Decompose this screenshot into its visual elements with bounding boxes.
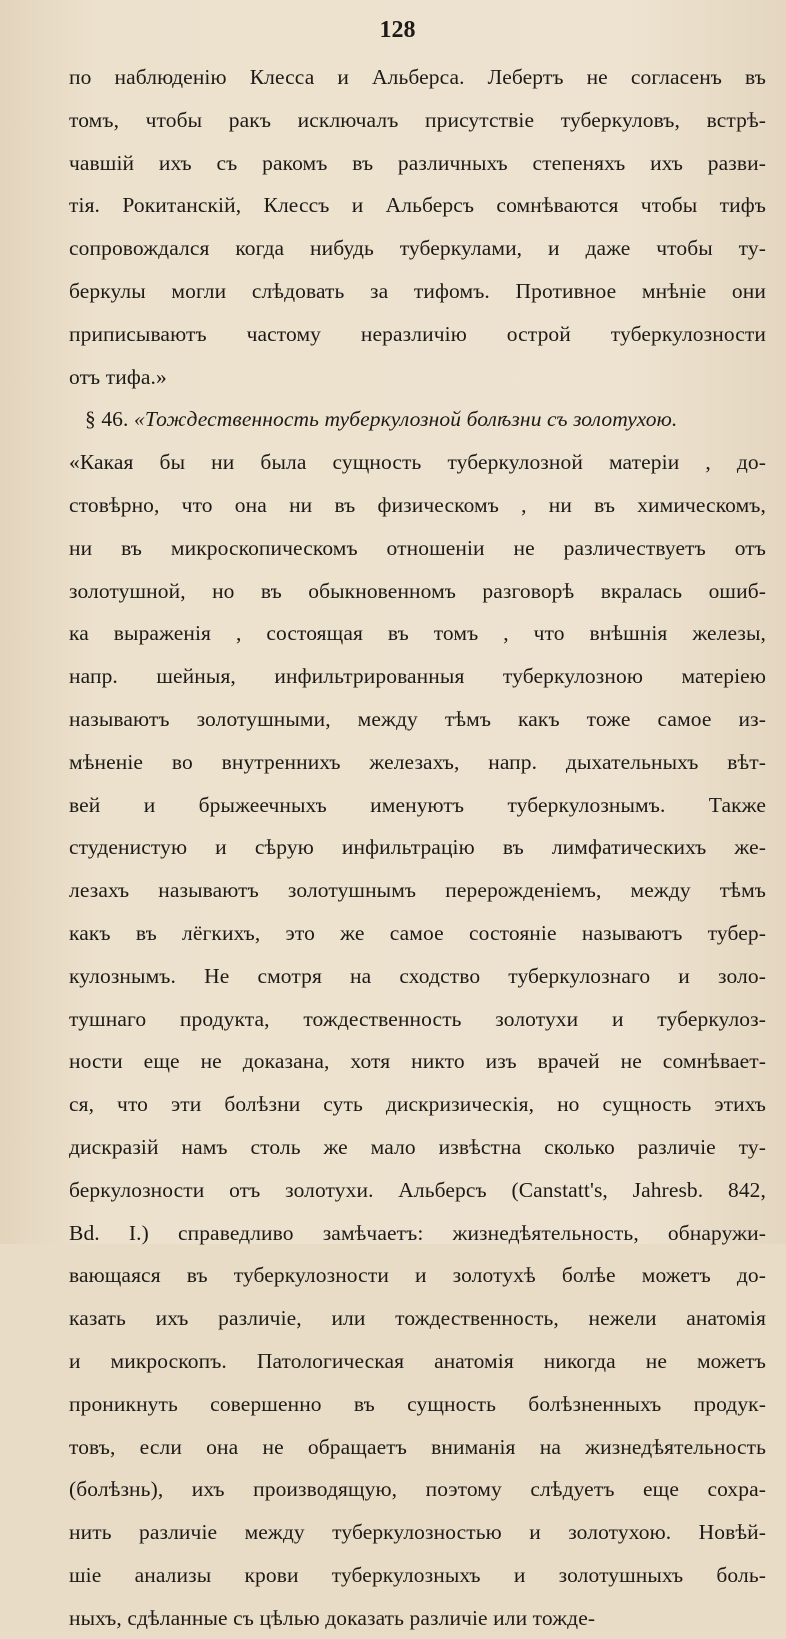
text-line: ныхъ, сдѣланные съ цѣлью доказать различіе или тожде- [69,1605,596,1630]
text-line: «Какая бы ни была сущность туберкулозной матеріи , до- [69,450,766,475]
text-line: ни въ микроскопическомъ отношеніи не различествуетъ отъ [69,535,766,560]
text-line: лезахъ называютъ золотушнымъ перерожденіемъ, между тѣмъ [69,878,766,903]
paragraph-continuation [69,56,766,398]
text-line: нить различіе между туберкулозностью и золотухою. Новѣй- [69,1520,766,1545]
text-line: чавшій ихъ съ ракомъ въ различныхъ степеняхъ ихъ разви- [69,150,766,175]
text-line: приписываютъ частому неразличію острой туберкулозности [69,321,766,346]
text-line: шіе анализы крови туберкулозныхъ и золотушныхъ боль- [69,1562,766,1587]
text-line: томъ, чтобы ракъ исключалъ присутствіе туберкуловъ, встрѣ- [69,107,766,132]
text-line: тія. Рокитанскій, Клессъ и Альберсъ сомнѣваются чтобы тифъ [69,193,766,218]
text-line: по наблюденію Клесса и Альберса. Лебертъ не согласенъ въ [69,65,766,89]
section-number: § 46. [85,407,129,432]
text-line: стовѣрно, что она ни въ физическомъ , ни въ химическомъ, [69,492,766,517]
text-line: проникнуть совершенно въ сущность болѣзненныхъ продук- [69,1391,766,1416]
page-number: 128 [379,17,416,43]
text-line: напр. шейныя, инфильтрированныя туберкулозною матеріею [69,664,766,689]
text-line: вающаяся въ туберкулозности и золотухѣ болѣе можетъ до- [69,1263,766,1288]
text-line: отъ тифа.» [69,364,167,389]
text-line: дискразій намъ столь же мало извѣстна сколько различіе ту- [69,1134,766,1159]
text-line: ности еще не доказана, хотя никто изъ врачей не сомнѣвает- [69,1049,766,1074]
text-line: золотушной, но въ обыкновенномъ разговорѣ вкралась ошиб- [69,578,766,603]
text-line: беркулозности отъ золотухи. Альберсъ (Canstatt's, Jahresb. 842, [69,1177,766,1202]
text-line: ка выраженія , состоящая въ томъ , что внѣшнія железы, [69,621,766,646]
paragraph-quote [69,441,766,1639]
text-line: кулознымъ. Не смотря на сходство туберкулознаго и золо- [69,963,766,988]
text-line: (болѣзнь), ихъ производящую, поэтому слѣдуетъ еще сохра- [69,1477,766,1502]
section-heading [69,398,766,441]
section-title: «Тождественность туберкулозной болѣзни съ золотухою. [133,407,678,432]
text-line: казать ихъ различіе, или тождественность, нежели анатомія [69,1306,766,1331]
text-line: тушнаго продукта, тождественность золотухи и туберкулоз- [69,1006,766,1031]
text-line: студенистую и сѣрую инфильтрацію въ лимфатическихъ же- [69,835,766,860]
text-line: ся, что эти болѣзни суть дискризическія, но сущность этихъ [69,1092,766,1117]
text-line: товъ, если она не обращаетъ вниманія на жизнедѣятельность [69,1434,766,1459]
text-line: вей и брыжеечныхъ именуютъ туберкулознымъ. Также [69,792,766,817]
text-line: мѣненіе во внутреннихъ железахъ, напр. дыхательныхъ вѣт- [69,749,766,774]
text-line: и микроскопъ. Патологическая анатомія никогда не можетъ [69,1348,766,1373]
text-line: беркулы могли слѣдовать за тифомъ. Противное мнѣніе они [69,278,766,303]
text-line: Bd. I.) справедливо замѣчаетъ: жизнедѣятельность, обнаружи- [69,1220,766,1245]
text-line: называютъ золотушными, между тѣмъ какъ тоже самое из- [69,706,766,731]
text-line: какъ въ лёгкихъ, это же самое состояніе называютъ тубер- [69,920,766,945]
text-line: сопровождался когда нибудь туберкулами, и даже чтобы ту- [69,236,766,261]
